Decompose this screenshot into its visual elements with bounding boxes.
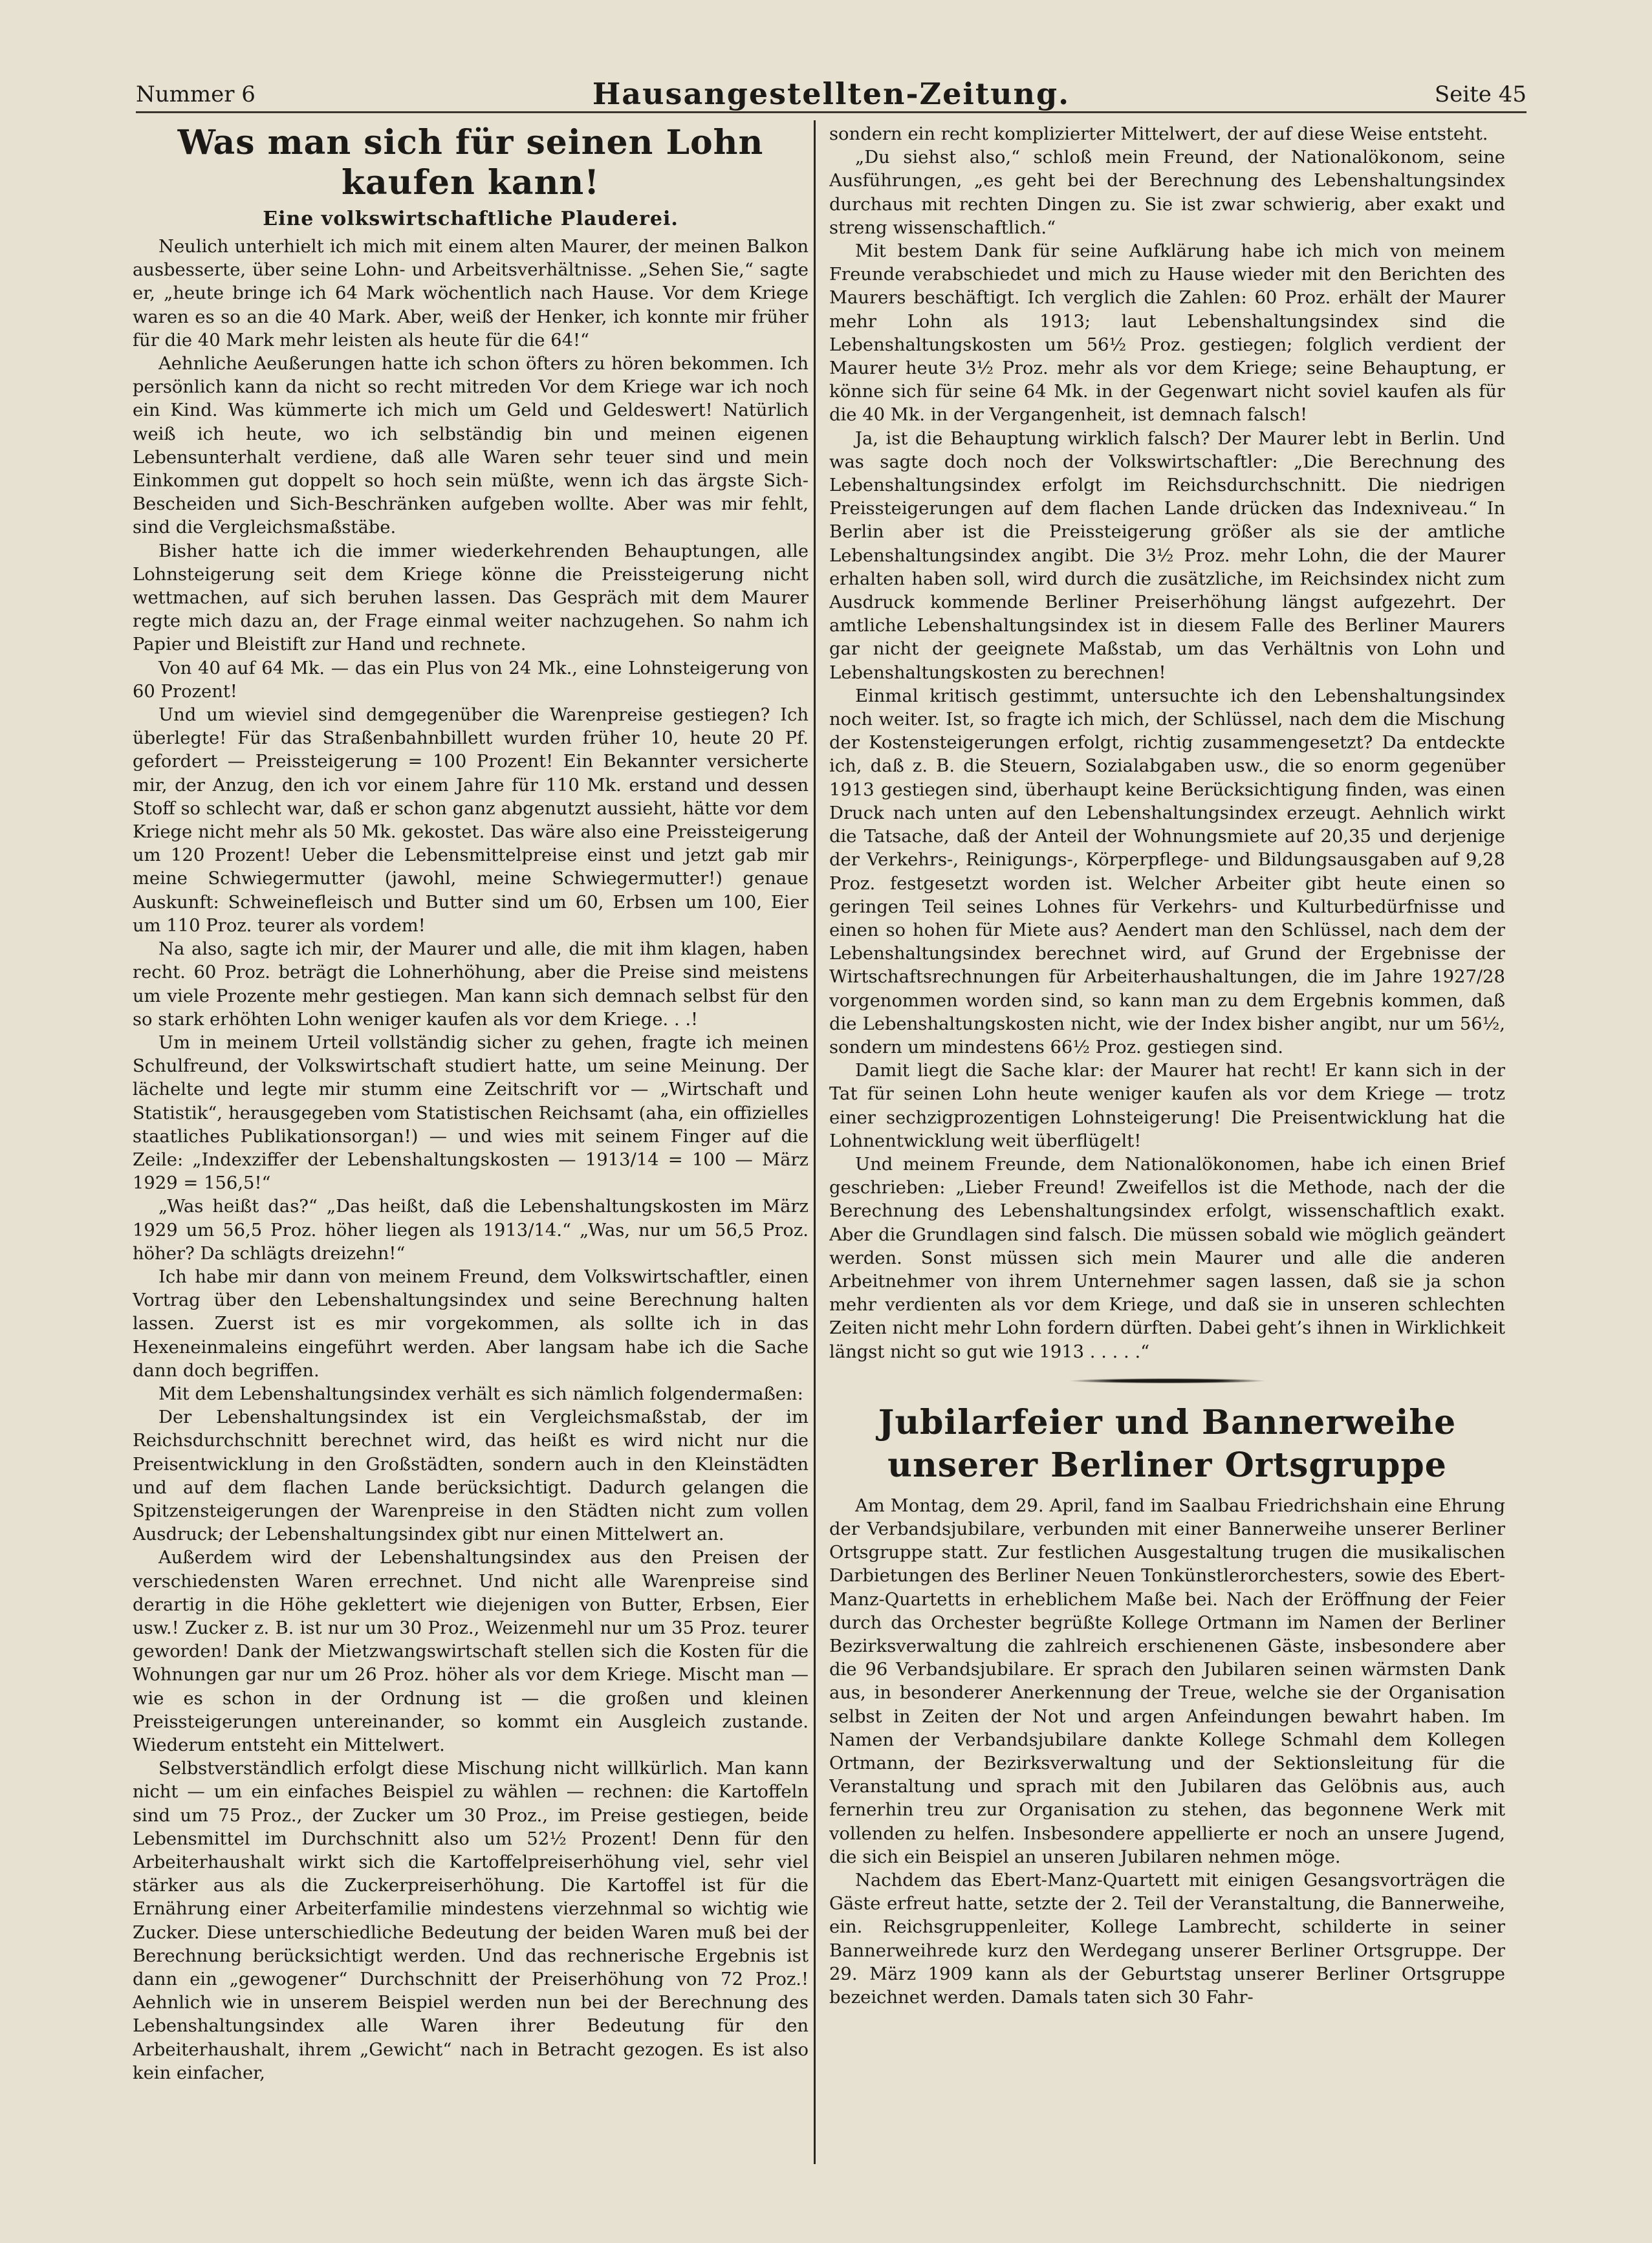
paragraph-continued: sondern ein recht komplizierter Mittelwert, der auf diese Weise entsteht. (829, 124, 1488, 144)
paragraph: Am Montag, dem 29. April, fand im Saalbau Friedrichshain eine Ehrung der Verbandsjubilare, verbunden mit einer Bannerweihe unserer Berliner Ortsgruppe statt. Zur festlichen Ausgestaltung trugen die musikalischen Darbietungen des Berliner Neuen Tonkünstlerorchesters, sowie des Ebert-Manz-Quartetts in erheblichem Maße bei. Nach der Eröffnung der Feier durch das Orchester begrüßte Kollege Ortmann im Namen der Berliner Bezirksverwaltung die zahlreich erschienenen Gäste, insbesondere aber die 96 Verbandsjubilare. Er sprach den Jubilaren seinen wärmsten Dank aus, in besonderer Anerkennung der Treue, welche sie der Organisation selbst in Zeiten der Not und argen Anfeindungen bewahrt haben. Im Namen der Verbandsjubilare dankte Kollege Schmahl dem Kollegen Ortmann, der Bezirksverwaltung und der Sektionsleitung für die Veranstaltung und sprach mit den Jubilaren das Gelöbnis aus, auch fernerhin treu zur Organisation zu stehen, das begonnene Werk mit vollenden zu helfen. Insbesondere appellierte er noch an unsere Jugend, die sich ein Beispiel an unseren Jubilaren nehmen möge. (829, 1495, 1505, 1867)
paragraph: Und um wieviel sind demgegenüber die Warenpreise gestiegen? Ich überlegte! Für das Straßenbahnbillett wurden früher 10, heute 20 Pf. gefordert — Preissteigerung = 100 Prozent! Ein Bekannter versicherte mir, der Anzug, den ich vor einem Jahre für 110 Mk. erstand und dessen Stoff so schlecht war, daß er schon ganz abgenutzt aussieht, hätte vor dem Kriege nicht mehr als 50 Mk. gekostet. Das wäre also eine Preissteigerung um 120 Prozent! Ueber die Lebensmittelpreise einst und jetzt gab mir meine Schwiegermutter (jawohl, meine Schwiegermutter!) genaue Auskunft: Schweinefleisch und Butter sind um 60, Erbsen um 100, Eier um 110 Proz. teurer als vordem! (133, 705, 809, 936)
issue-number: Nummer 6 (136, 81, 255, 107)
article-title: Jubilarfeier und Bannerweihe unserer Berliner Ortsgruppe (878, 1402, 1457, 1485)
publication-title: Hausangestellten-Zeitung. (592, 76, 1071, 111)
paragraph: „Was heißt das?“ „Das heißt, daß die Lebenshaltungskosten im März 1929 um 56,5 Proz. höher liegen als 1913/14.“ „Was, nur um 56,5 Proz. höher? Da schlägts dreizehn!“ (133, 1197, 809, 1264)
column-divider (814, 120, 816, 2164)
paragraph: Na also, sagte ich mir, der Maurer und alle, die mit ihm klagen, haben recht. 60 Proz. beträgt die Lohnerhöhung, aber die Preise sind meistens um viele Prozente mehr gestiegen. Man kann sich demnach selbst für den so stark erhöhten Lohn weniger kaufen als vor dem Kriege. . .! (133, 939, 809, 1030)
article-subtitle: Eine volkswirtschaftliche Plauderei. (263, 208, 679, 230)
paragraph: Neulich unterhielt ich mich mit einem alten Maurer, der meinen Balkon ausbesserte, über seine Lohn- und Arbeitsverhältnisse. „Sehen Sie,“ sagte er, „heute bringe ich 64 Mark wöchentlich nach Hause. Vor dem Kriege waren es so an die 40 Mark. Aber, weiß der Henker, ich konnte mir früher für die 40 Mark mehr leisten als heute für die 64!“ (133, 237, 809, 351)
paragraph: Um in meinem Urteil vollständig sicher zu gehen, fragte ich meinen Schulfreund, der Volkswirtschaft studiert hatte, um seine Meinung. Der lächelte und legte mir stumm eine Zeitschrift vor — „Wirtschaft und Statistik“, herausgegeben vom Statistischen Reichsamt (aha, ein offizielles staatliches Publikationsorgan!) — und wies mit seinem Finger auf die Zeile: „Indexziffer der Lebenshaltungskosten — 1913/14 = 100 — März 1929 = 156,5!“ (133, 1032, 809, 1194)
header-rule (136, 111, 1527, 113)
paragraph: Nachdem das Ebert-Manz-Quartett mit einigen Gesangsvorträgen die Gäste erfreut hatte, setzte der 2. Teil der Veranstaltung, die Bannerweihe, ein. Reichsgruppenleiter, Kollege Lambrecht, schilderte in seiner Bannerweihrede kurz den Werdegang unserer Berliner Ortsgruppe. Der 29. März 1909 kann als der Geburtstag unserer Berliner Ortsgruppe bezeichnet werden. Damals taten sich 30 Fahr- (829, 1870, 1505, 2008)
paragraph: Bisher hatte ich die immer wiederkehrenden Behauptungen, alle Lohnsteigerung seit dem Kriege könne die Preissteigerung nicht wettmachen, auf sich beruhen lassen. Das Gespräch mit dem Maurer regte mich dazu an, der Frage einmal weiter nachzugehen. So nahm ich Papier und Bleistift zur Hand und rechnete. (133, 541, 809, 655)
page-number: Seite 45 (1434, 81, 1527, 107)
section-separator (1071, 1378, 1265, 1383)
paragraph: Selbstverständlich erfolgt diese Mischung nicht willkürlich. Man kann nicht — um ein einfaches Beispiel zu wählen — rechnen: die Kartoffeln sind um 75 Proz., der Zucker um 30 Proz., im Preise gestiegen, beide Lebensmittel im Durchschnitt also um 52½ Prozent! Denn für den Arbeiterhaushalt wirkt sich die Kartoffelpreiserhöhung viel, sehr viel stärker aus als die Zuckerpreiserhöhung. Die Kartoffel ist für die Ernährung einer Arbeiterfamilie mindestens vierzehnmal so wichtig wie Zucker. Diese unterschiedliche Bedeutung der beiden Waren muß bei der Berechnung berücksichtigt werden. Und das rechnerische Ergebnis ist dann ein „gewogener“ Durchschnitt der Preiserhöhung von 72 Proz.! Aehnlich wie in unserem Beispiel werden nun bei der Berechnung des Lebenshaltungsindex alle Waren ihrer Bedeutung für den Arbeiterhaushalt, ihrem „Gewicht“ nach in Betracht gezogen. Es ist also kein einfacher, (133, 1759, 809, 2083)
running-head (136, 76, 1527, 115)
left-column (133, 123, 809, 2160)
paragraph: Mit dem Lebenshaltungsindex verhält es sich nämlich folgendermaßen: (158, 1383, 803, 1404)
paragraph: Einmal kritisch gestimmt, untersuchte ich den Lebenshaltungsindex noch weiter. Ist, so fragte ich mich, der Schlüssel, nach dem die Mischung der Kostensteigerungen erfolgt, richtig zusammengesetzt? Da entdeckte ich, daß z. B. die Steuern, Sozialabgaben usw., die so enorm gegenüber 1913 gestiegen sind, überhaupt keine Berücksichtigung finden, was einen Druck nach unten auf den Lebenshaltungsindex erzeugt. Aehnlich wirkt die Tatsache, daß der Anteil der Wohnungsmiete auf 20,35 und derjenige der Verkehrs-, Reinigungs-, Körperpflege- und Bildungsausgaben auf 9,28 Proz. festgesetzt worden ist. Welcher Arbeiter gibt heute einen so geringen Teil seines Lohnes für Verkehrs- und Kulturbedürfnisse und einen so hohen für Miete aus? Aendert man den Schlüssel, nach dem der Lebenshaltungsindex berechnet wird, auf Grund der Ergebnisse der Wirtschaftsrechnungen für Arbeiterhaushaltungen, die im Jahre 1927/28 vorgenommen worden sind, so kann man zu dem Ergebnis kommen, daß die Lebenshaltungskosten nicht, wie der Index bisher angibt, nur um 56½, sondern um mindestens 66½ Proz. gestiegen sind. (829, 686, 1505, 1057)
paragraph: Von 40 auf 64 Mk. — das ein Plus von 24 Mk., eine Lohnsteigerung von 60 Prozent! (133, 658, 809, 702)
paragraph: Ich habe mir dann von meinem Freund, dem Volkswirtschaftler, einen Vortrag über den Lebenshaltungsindex und seine Berechnung halten lassen. Zuerst ist es mir vorgekommen, als sollte ich in das Hexeneinmaleins eingeführt werden. Aber langsam habe ich die Sache dann doch begriffen. (133, 1266, 809, 1381)
article-title: Was man sich für seinen Lohn kaufen kann! (177, 123, 764, 202)
paragraph: Aehnliche Aeußerungen hatte ich schon öfters zu hören bekommen. Ich persönlich kann da nicht so recht mitreden Vor dem Kriege war ich noch ein Kind. Was kümmerte ich mich um Geld und Geldeswert! Natürlich weiß ich heute, wo ich selbständig bin und meinen eigenen Lebensunterhalt verdiene, daß alle Waren sehr teuer sind und mein Einkommen gut doppelt so hoch sein müßte, wenn ich das ärgste Sich-Bescheiden und Sich-Beschränken aufgeben wollte. Aber was mir fehlt, sind die Vergleichsmaßstäbe. (133, 354, 809, 538)
paragraph: Damit liegt die Sache klar: der Maurer hat recht! Er kann sich in der Tat für seinen Lohn heute weniger kaufen als vor dem Kriege — trotz einer sechzigprozentigen Lohnsteigerung! Die Preisentwicklung hat die Lohnentwicklung weit überflügelt! (829, 1061, 1505, 1151)
paragraph: Mit bestem Dank für seine Aufklärung habe ich mich von meinem Freunde verabschiedet und mich zu Hause wieder mit den Berichten des Maurers beschäftigt. Ich verglich die Zahlen: 60 Proz. erhält der Maurer mehr Lohn als 1913; laut Lebenshaltungsindex sind die Lebenshaltungskosten um 56½ Proz. gestiegen; folglich verdient der Maurer heute 3½ Proz. mehr als vor dem Kriege; seine Behauptung, er könne sich für seine 64 Mk. in der Gegenwart nicht soviel kaufen als für die 40 Mk. in der Vergangenheit, ist demnach falsch! (829, 241, 1505, 426)
paragraph: „Du siehst also,“ schloß mein Freund, der Nationalökonom, seine Ausführungen, „es geht bei der Berechnung des Lebenshaltungsindex durchaus mit rechten Dingen zu. Sie ist zwar schwierig, aber exakt und streng wissenschaftlich.“ (829, 147, 1505, 238)
paragraph: Ja, ist die Behauptung wirklich falsch? Der Maurer lebt in Berlin. Und was sagte doch noch der Volkswirtschaftler: „Die Berechnung des Lebenshaltungsindex erfolgt im Reichsdurchschnitt. Die niedrigen Preissteigerungen auf dem flachen Lande drücken das Indexniveau.“ In Berlin aber ist die Preissteigerung größer als sie der amtliche Lebenshaltungsindex angibt. Die 3½ Proz. mehr Lohn, die der Maurer erhalten haben soll, wird durch die zusätzliche, im Reichsindex nicht zum Ausdruck kommende Berliner Preiserhöhung längst aufgezehrt. Der amtliche Lebenshaltungsindex ist in diesem Falle des Berliner Maurers gar nicht der geeignete Maßstab, um das Verhältnis von Lohn und Lebenshaltungskosten zu berechnen! (829, 428, 1505, 683)
paragraph: Außerdem wird der Lebenshaltungsindex aus den Preisen der verschiedensten Waren errechnet. Und nicht alle Warenpreise sind derartig in die Höhe geklettert wie diejenigen von Butter, Erbsen, Eier usw.! Zucker z. B. ist nur um 30 Proz., Weizenmehl nur um 35 Proz. teurer geworden! Dank der Mietzwangswirtschaft stellen sich die Kosten für die Wohnungen gar nur um 26 Proz. höher als vor dem Kriege. Mischt man — wie es schon in der Ordnung ist — die großen und kleinen Preissteigerungen untereinander, so kommt ein Ausgleich zustande. Wiederum entsteht ein Mittelwert. (133, 1548, 809, 1755)
paragraph: Und meinem Freunde, dem Nationalökonomen, habe ich einen Brief geschrieben: „Lieber Freund! Zweifellos ist die Methode, nach der die Berechnung des Lebenshaltungsindex erfolgt, wissenschaftlich exakt. Aber die Grundlagen sind falsch. Die müssen sobald wie möglich geändert werden. Sonst müssen sich mein Maurer und alle die anderen Arbeitnehmer von ihrem Unternehmer sagen lassen, daß sie ja schon mehr verdienten als vor dem Kriege, und daß sie in unseren schlechten Zeiten nicht mehr Lohn fordern dürften. Dabei geht’s ihnen in Wirklichkeit längst nicht so gut wie 1913 . . . . .“ (829, 1154, 1505, 1362)
paragraph: Der Lebenshaltungsindex ist ein Vergleichsmaßstab, der im Reichsdurchschnitt berechnet wird, das heißt es wird nicht nur die Preisentwicklung in den Großstädten, sondern auch in den Kleinstädten und auf dem flachen Lande berücksichtigt. Dadurch gelangen die Spitzensteigerungen der Warenpreise in den Städten nicht zum vollen Ausdruck; der Lebenshaltungsindex gibt nur einen Mittelwert an. (133, 1407, 809, 1545)
right-column (829, 123, 1505, 2160)
